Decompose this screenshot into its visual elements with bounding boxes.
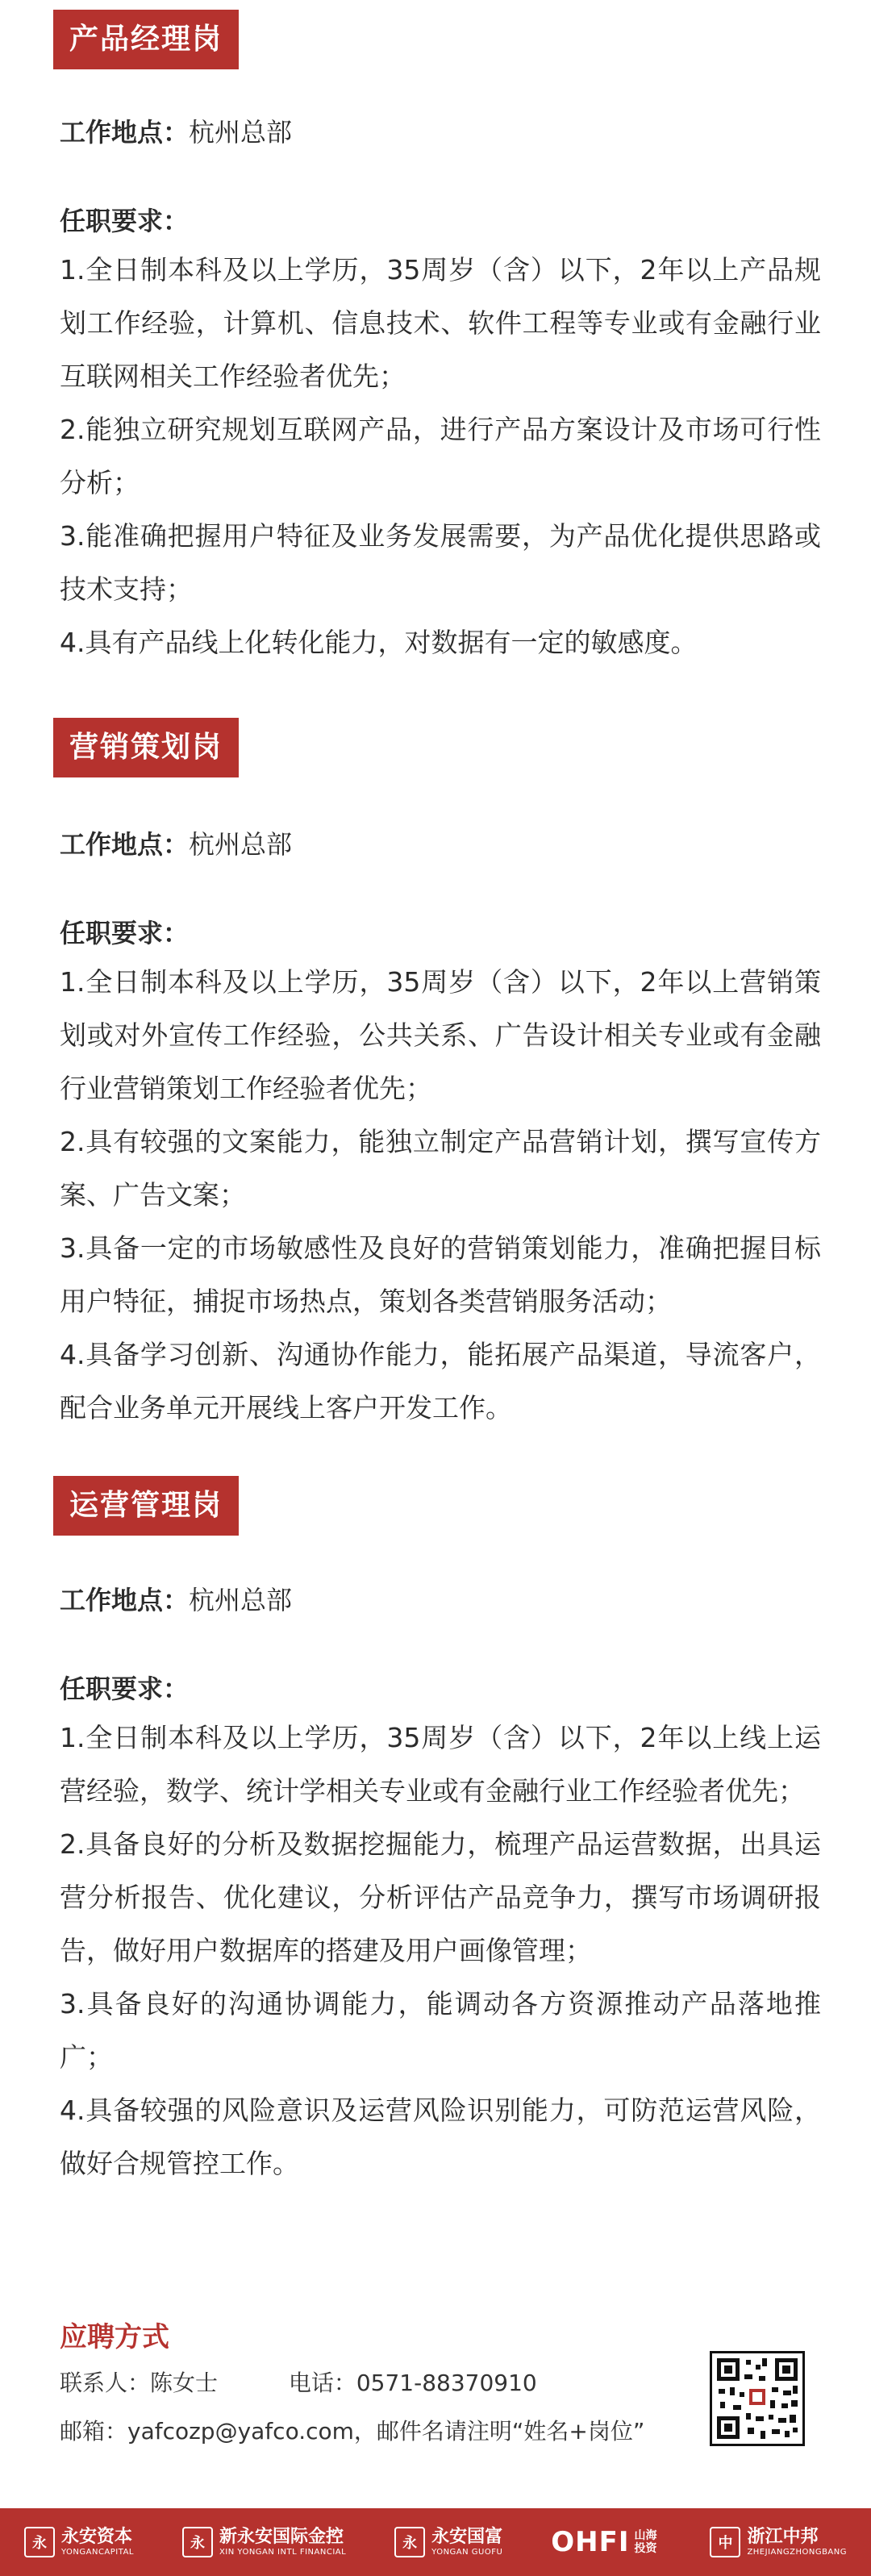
zhongbang-logo-icon: 中 bbox=[710, 2527, 740, 2557]
requirement-item: 4.具有产品线上化转化能力，对数据有一定的敏感度。 bbox=[60, 627, 698, 658]
footer-brand-bar bbox=[0, 2508, 871, 2576]
work-location bbox=[60, 1582, 292, 1618]
requirement-item: 1.全日制本科及以上学历，35周岁（含）以下，2年以上线上运营经验，数学、统计学相关专业或有金融行业工作经验者优先； bbox=[60, 1722, 821, 1807]
work-location bbox=[60, 827, 292, 862]
brand-english: 山海投资 bbox=[634, 2529, 657, 2555]
application-method-title: 应聘方式 bbox=[60, 2321, 169, 2353]
requirement-item: 2.具有较强的文案能力，能独立制定产品营销计划，撰写宣传方案、广告文案； bbox=[60, 1126, 821, 1211]
requirement-item: 3.能准确把握用户特征及业务发展需要，为产品优化提供思路或技术支持； bbox=[60, 520, 821, 605]
brand-name: 浙江中邦 bbox=[747, 2527, 819, 2547]
brand-english: ZHEJIANGZHONGBANG bbox=[747, 2548, 847, 2557]
qr-code-image bbox=[712, 2353, 802, 2444]
brand-name: 新永安国际金控 bbox=[219, 2527, 344, 2547]
requirement-item: 3.具备良好的沟通协调能力，能调动各方资源推动产品落地推广； bbox=[60, 1988, 821, 2073]
brand-english: XIN YONGAN INTL FINANCIAL bbox=[219, 2548, 347, 2557]
requirement-item: 1.全日制本科及以上学历，35周岁（含）以下，2年以上营销策划或对外宣传工作经验，公共关系、广告设计相关专业或有金融行业营销策划工作经验者优先； bbox=[60, 966, 821, 1104]
work-location bbox=[60, 115, 292, 150]
location-value: 杭州总部 bbox=[189, 829, 293, 860]
location-value: 杭州总部 bbox=[189, 1585, 293, 1615]
brand-yongan-guofu bbox=[394, 2527, 502, 2557]
requirement-item: 3.具备一定的市场敏感性及良好的营销策划能力，准确把握目标用户特征，捕捉市场热点，策划各类营销服务活动； bbox=[60, 1232, 821, 1317]
requirements-list bbox=[60, 1711, 821, 2190]
location-label: 工作地点： bbox=[60, 117, 190, 148]
brand-xin-yongan-intl bbox=[182, 2527, 346, 2557]
yongan-logo-icon: 永 bbox=[394, 2527, 425, 2557]
requirements-list bbox=[60, 956, 821, 1435]
qr-code bbox=[710, 2351, 805, 2446]
brand-name: 永安国富 bbox=[431, 2527, 503, 2547]
brand-ohfi bbox=[551, 2526, 661, 2558]
contact-phone: 电话：0571-88370910 bbox=[288, 2370, 537, 2396]
location-value: 杭州总部 bbox=[189, 117, 293, 148]
requirement-item: 2.能独立研究规划互联网产品，进行产品方案设计及市场可行性分析； bbox=[60, 414, 821, 498]
requirements-title: 任职要求： bbox=[60, 1674, 190, 1704]
requirement-item: 2.具备良好的分析及数据挖掘能力，梳理产品运营数据，出具运营分析报告、优化建议，分析评估产品竞争力，撰写市场调研报告，做好用户数据库的搭建及用户画像管理； bbox=[60, 1828, 821, 1966]
requirement-item: 4.具备较强的风险意识及运营风险识别能力，可防范运营风险，做好合规管控工作。 bbox=[60, 2095, 821, 2179]
location-label: 工作地点： bbox=[60, 829, 190, 860]
requirements-title: 任职要求： bbox=[60, 206, 190, 236]
brand-yongan-capital bbox=[24, 2527, 134, 2557]
section-title: 产品经理岗 bbox=[53, 10, 239, 69]
brand-english: YONGAN GUOFU bbox=[431, 2548, 503, 2557]
contact-person-phone bbox=[60, 2367, 537, 2399]
section-title: 运营管理岗 bbox=[53, 1476, 239, 1536]
requirement-item: 1.全日制本科及以上学历，35周岁（含）以下，2年以上产品规划工作经验，计算机、信息技术、软件工程等专业或有金融行业互联网相关工作经验者优先； bbox=[60, 254, 821, 392]
requirements-list bbox=[60, 244, 821, 669]
location-label: 工作地点： bbox=[60, 1585, 190, 1615]
requirement-item: 4.具备学习创新、沟通协作能力，能拓展产品渠道，导流客户，配合业务单元开展线上客户开发工作。 bbox=[60, 1339, 821, 1423]
brand-zhejiang-zhongbang bbox=[710, 2527, 847, 2557]
requirements-title: 任职要求： bbox=[60, 918, 190, 948]
yongan-logo-icon: 永 bbox=[24, 2527, 55, 2557]
brand-english: YONGANCAPITAL bbox=[60, 2548, 134, 2557]
contact-email: 邮箱：yafcozp@yafco.com，邮件名请注明“姓名+岗位” bbox=[60, 2418, 645, 2445]
ohfi-logo: OHFI bbox=[551, 2526, 630, 2558]
contact-person: 联系人：陈女士 bbox=[60, 2370, 219, 2396]
brand-name: 永安资本 bbox=[60, 2527, 132, 2547]
yongan-logo-icon: 永 bbox=[182, 2527, 213, 2557]
section-title: 营销策划岗 bbox=[53, 718, 239, 777]
